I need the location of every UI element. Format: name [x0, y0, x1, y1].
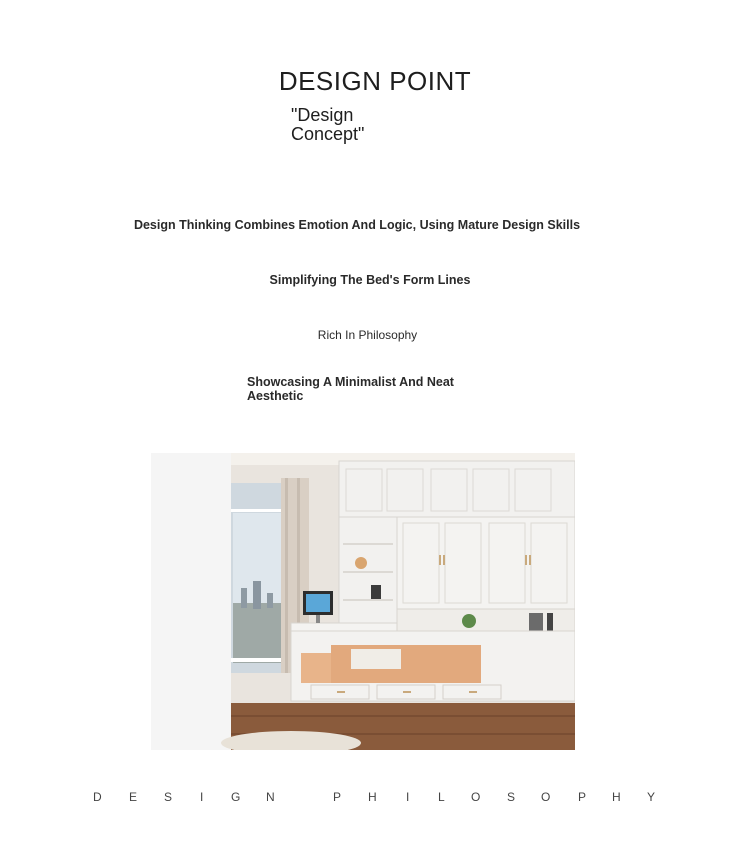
design-point-2: Simplifying The Bed's Form Lines — [269, 273, 471, 287]
footer-letter: P — [578, 790, 587, 804]
page-subtitle: "Design Concept" — [291, 105, 365, 144]
footer-letter: Y — [647, 790, 656, 804]
footer-letter: D — [93, 790, 102, 804]
footer-letter: L — [438, 790, 445, 804]
footer-letter: S — [164, 790, 173, 804]
footer-letter: P — [333, 790, 342, 804]
footer-letter: I — [406, 790, 410, 804]
footer-letter: N — [266, 790, 275, 804]
design-point-1: Design Thinking Combines Emotion And Logic, Using Mature Design Skills — [133, 218, 581, 232]
design-point-4: Showcasing A Minimalist And Neat Aesthetic — [247, 375, 454, 403]
design-point-3: Rich In Philosophy — [317, 328, 418, 342]
footer-letter: H — [612, 790, 621, 804]
footer-letter: S — [507, 790, 516, 804]
footer-letter: E — [129, 790, 138, 804]
footer-letter: O — [541, 790, 551, 804]
page-title: DESIGN POINT — [278, 66, 472, 96]
bedroom-illustration — [151, 453, 575, 750]
bedroom-furniture-photo — [151, 453, 575, 750]
footer-letter: H — [368, 790, 377, 804]
footer-letter: O — [471, 790, 481, 804]
footer-letter: I — [200, 790, 204, 804]
design-philosophy-footer — [0, 790, 750, 806]
footer-letter: G — [231, 790, 241, 804]
